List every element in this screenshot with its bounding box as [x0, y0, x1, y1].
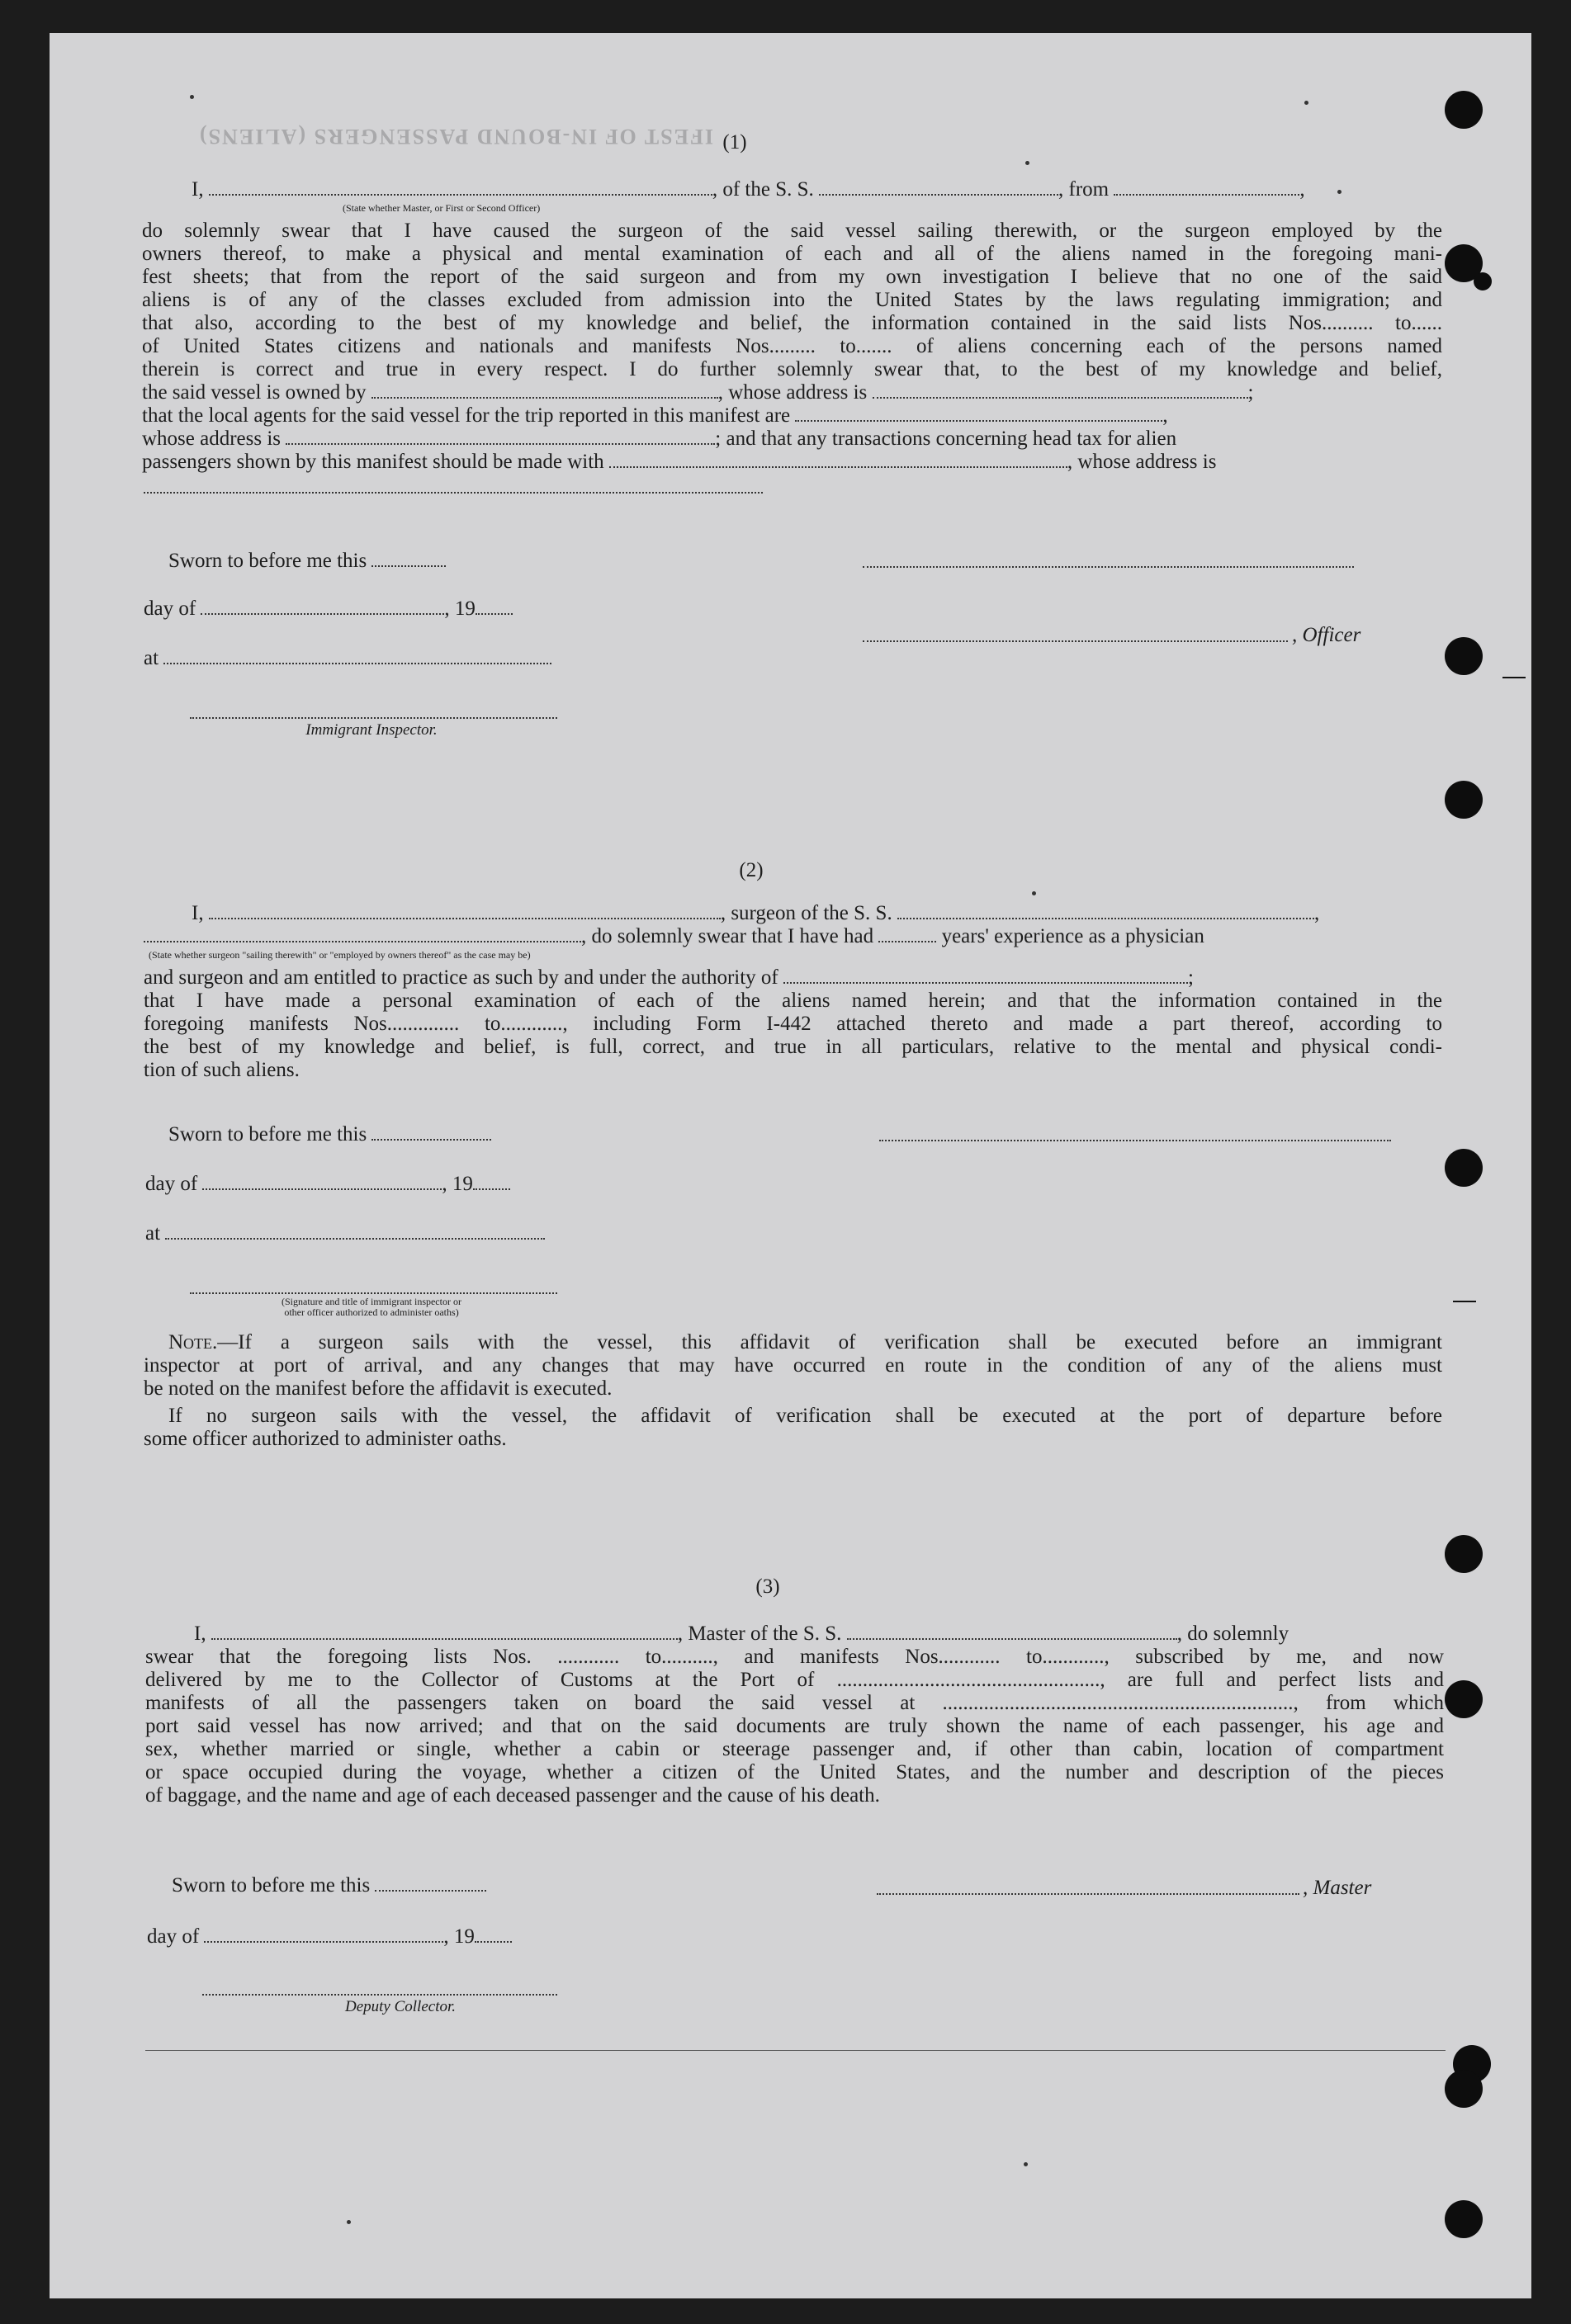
s2-at-field[interactable] [165, 1223, 545, 1240]
note2-line: some officer authorized to administer oaths. [144, 1428, 507, 1450]
s2-swear: , do solemnly swear that I have had [581, 925, 874, 947]
year-label: , 19 [443, 1925, 475, 1948]
owner-address-field[interactable] [873, 382, 1248, 399]
note-line: be noted on the manifest before the affidavit is executed. [144, 1377, 613, 1400]
note-line: inspector at port of arrival, and any changes that may have occurred en route in the condition of any of the aliens must [144, 1354, 1442, 1377]
sig-hint-1: (Signature and title of immigrant inspector or [282, 1296, 461, 1307]
sworn-day-field[interactable] [371, 550, 446, 567]
ship-name-field[interactable] [819, 179, 1058, 196]
punch-hole [1445, 2070, 1483, 2108]
speck [190, 95, 194, 99]
master-label: , Master [1303, 1877, 1372, 1899]
note-line [168, 1330, 1442, 1355]
passengers-label: passengers shown by this manifest should be made with [142, 451, 604, 473]
year-label: , 19 [444, 598, 476, 620]
s3-para-line: sex, whether married or single, whether a cabin or steerage passenger and, if other than cabin, location of compartment [145, 1738, 1444, 1760]
surgeon-name-field[interactable] [209, 903, 721, 919]
s1-passengers-line [142, 450, 1216, 475]
sig-hint-2: other officer authorized to administer oaths) [284, 1306, 459, 1318]
s1-owned-line: the said vessel is owned by , whose address is ; [142, 381, 1254, 404]
day-of-label: day of [147, 1925, 200, 1948]
s2-day-of-field[interactable] [202, 1174, 442, 1190]
s3-sworn [172, 1873, 486, 1898]
s3-para-line: of baggage, and the name and age of each deceased passenger and the cause of his death. [145, 1784, 880, 1807]
s1-day [144, 597, 513, 621]
punch-hole [1445, 2200, 1483, 2238]
s1-para-line: that also, according to the best of my knowledge and belief, the information contained in the said lists Nos.......... to...... [142, 312, 1442, 334]
officer-field[interactable] [863, 640, 1288, 642]
s2-para-line: and surgeon and am entitled to practice as such by and under the authority of ; [144, 966, 1194, 989]
s2-at [145, 1221, 545, 1246]
head-tax-contact-field[interactable] [609, 451, 1067, 468]
authority-field[interactable] [783, 967, 1188, 984]
s2-surgeon-of: , surgeon of the S. S. [720, 902, 892, 924]
s2-line2 [144, 924, 1204, 949]
punch-hole [1445, 1149, 1483, 1187]
document-sheet [50, 33, 1531, 2298]
s3-day [147, 1925, 512, 1949]
s2-inspector-signature-field[interactable] [190, 1292, 557, 1294]
section-number-3: (3) [755, 1575, 780, 1598]
punch-hole [1445, 1680, 1483, 1718]
s2-para-line: that I have made a personal examination of each of the aliens named herein; and that the information contained in the [144, 990, 1442, 1012]
speck [1304, 101, 1308, 105]
note2-line: If no surgeon sails with the vessel, the affidavit of verification shall be executed at the port of departure before [168, 1405, 1442, 1427]
at-field[interactable] [163, 648, 551, 664]
s2-day [145, 1172, 510, 1197]
s3-line1 [194, 1622, 1289, 1646]
day-of-label: day of [144, 598, 196, 620]
surgeon-status-field[interactable] [144, 926, 581, 942]
s2-years: years' experience as a physician [941, 925, 1204, 947]
s2-sworn [168, 1122, 491, 1147]
surgeon-signature-field[interactable] [879, 1139, 1391, 1141]
master-name-field[interactable] [209, 179, 712, 196]
year-label: , 19 [442, 1173, 473, 1195]
s3-year-field[interactable] [475, 1926, 512, 1943]
sworn-label: Sworn to before me this [172, 1874, 371, 1897]
s2-year-field[interactable] [473, 1174, 510, 1190]
s1-prefix: I, [192, 178, 204, 201]
s3-day-of-field[interactable] [204, 1926, 443, 1943]
s3-para-line: port said vessel has now arrived; and that on the said documents are truly shown the name of each passenger, his age and [145, 1715, 1444, 1737]
s1-from: , from [1058, 178, 1110, 201]
s3-master-of: , Master of the S. S. [677, 1623, 842, 1645]
s2-prefix: I, [192, 902, 204, 924]
s1-comma: , [1299, 178, 1305, 201]
at-label: at [144, 647, 159, 669]
officer-label: , Officer [1292, 624, 1361, 646]
punch-hole [1474, 272, 1492, 290]
s2-hint: (State whether surgeon "sailing therewith" or "employed by owners thereof" as the case may be) [149, 949, 531, 961]
edge-mark [1453, 1301, 1476, 1302]
day-of-field[interactable] [201, 598, 444, 615]
s3-para-line: delivered by me to the Collector of Customs at the Port of ..................................................., are full and perfect lists and [145, 1669, 1444, 1691]
master-signature-field[interactable] [877, 1892, 1299, 1895]
speck [1337, 190, 1342, 194]
authority-label: and surgeon and am entitled to practice as such by and under the authority of [144, 966, 778, 989]
agents-address-field[interactable] [286, 428, 715, 445]
s2-para-line: tion of such aliens. [144, 1059, 300, 1081]
punch-hole [1445, 637, 1483, 675]
s1-para-line: therein is correct and true in every respect. I do further solemnly swear that, to the best of my knowledge and belief, [142, 358, 1442, 380]
sworn-label: Sworn to before me this [168, 550, 367, 572]
section-number-1: (1) [722, 131, 747, 154]
at-label: at [145, 1222, 161, 1245]
s1-para-line: aliens is of any of the classes excluded from admission into the United States by the laws regulating immigration; and [142, 289, 1442, 311]
from-port-field[interactable] [1114, 179, 1299, 196]
s2-sworn-day-field[interactable] [371, 1124, 491, 1141]
speck [1032, 891, 1036, 895]
s2-line1: I, , surgeon of the S. S. , [192, 902, 1320, 924]
punch-hole [1445, 91, 1483, 129]
s3-ship-field[interactable] [847, 1623, 1177, 1640]
head-tax-label: ; and that any transactions concerning head tax for alien [715, 427, 1177, 450]
whose-address-label: , whose address is [717, 381, 868, 404]
note-label: Note. [168, 1331, 218, 1353]
local-agents-label: that the local agents for the said vessel for the trip reported in this manifest are [142, 404, 791, 427]
s3-para-line: or space occupied during the voyage, whether a citizen of the United States, and the number and description of the pieces [145, 1761, 1444, 1783]
owner-field[interactable] [371, 382, 718, 399]
s1-line1 [192, 177, 1305, 202]
inspector-label: Immigrant Inspector. [305, 721, 438, 739]
s1-address-line [142, 427, 1176, 451]
punch-hole [1445, 781, 1483, 819]
s3-sworn-day-field[interactable] [375, 1875, 486, 1892]
s3-master-name-field[interactable] [211, 1623, 678, 1640]
collector-label: Deputy Collector. [344, 1998, 457, 2015]
officer-signature-field[interactable] [863, 565, 1354, 568]
s2-para-line: the best of my knowledge and belief, is full, correct, and true in all particulars, relative to the mental and physical condi- [144, 1036, 1442, 1058]
local-agents-field[interactable] [795, 405, 1162, 422]
speck [1025, 161, 1029, 165]
owned-by-label: the said vessel is owned by [142, 381, 367, 404]
s1-at [144, 646, 551, 671]
s1-agents-line: that the local agents for the said vessel for the trip reported in this manifest are , [142, 404, 1168, 427]
s1-para-line: of United States citizens and nationals and manifests Nos......... to....... of aliens concerning each of the persons named [142, 335, 1442, 357]
edge-mark [1502, 677, 1526, 678]
s3-para-line: manifests of all the passengers taken on board the said vessel at ...................................................................., from which [145, 1692, 1444, 1714]
day-of-label: day of [145, 1173, 198, 1195]
s1-of-ss: , of the S. S. [712, 178, 814, 201]
bleed-through-heading: IFEST OF IN-BOUND PASSENGERS (ALIENS) [198, 125, 713, 149]
year-field[interactable] [476, 598, 513, 615]
punch-hole [1445, 1535, 1483, 1573]
note-text: —If a surgeon sails with the vessel, this affidavit of verification shall be executed before an immigrant [217, 1331, 1442, 1353]
sworn-label: Sworn to before me this [168, 1123, 367, 1145]
s3-prefix: I, [194, 1623, 206, 1645]
s2-para-line: foregoing manifests Nos.............. to............, including Form I-442 attached thereto and made a part thereof, according to [144, 1013, 1442, 1035]
bottom-rule [145, 2050, 1446, 2051]
s1-para-line: do solemnly swear that I have caused the surgeon of the said vessel sailing therewith, or the surgeon employed by the [142, 220, 1442, 242]
agents-address-label: whose address is [142, 427, 282, 450]
s1-hint: (State whether Master, or First or Second Officer) [343, 202, 541, 214]
speck [347, 2220, 351, 2224]
contact-address-field[interactable] [144, 491, 763, 494]
section-number-2: (2) [739, 859, 764, 881]
speck [1024, 2162, 1028, 2166]
s2-ship-field[interactable] [897, 903, 1314, 919]
s1-para-line: owners thereof, to make a physical and mental examination of each and all of the aliens named in the foregoing mani- [142, 243, 1442, 265]
years-field[interactable] [878, 926, 936, 942]
whose-address-end-label: , whose address is [1067, 451, 1217, 473]
s1-para-line: fest sheets; that from the report of the said surgeon and from my own investigation I believe that no one of the said [142, 266, 1442, 288]
s1-sworn [168, 549, 446, 574]
s3-para-line: swear that the foregoing lists Nos. ............ to.........., and manifests Nos............ to............, subscribed by me, and now [145, 1646, 1444, 1668]
s3-solemnly: , do solemnly [1176, 1623, 1289, 1645]
